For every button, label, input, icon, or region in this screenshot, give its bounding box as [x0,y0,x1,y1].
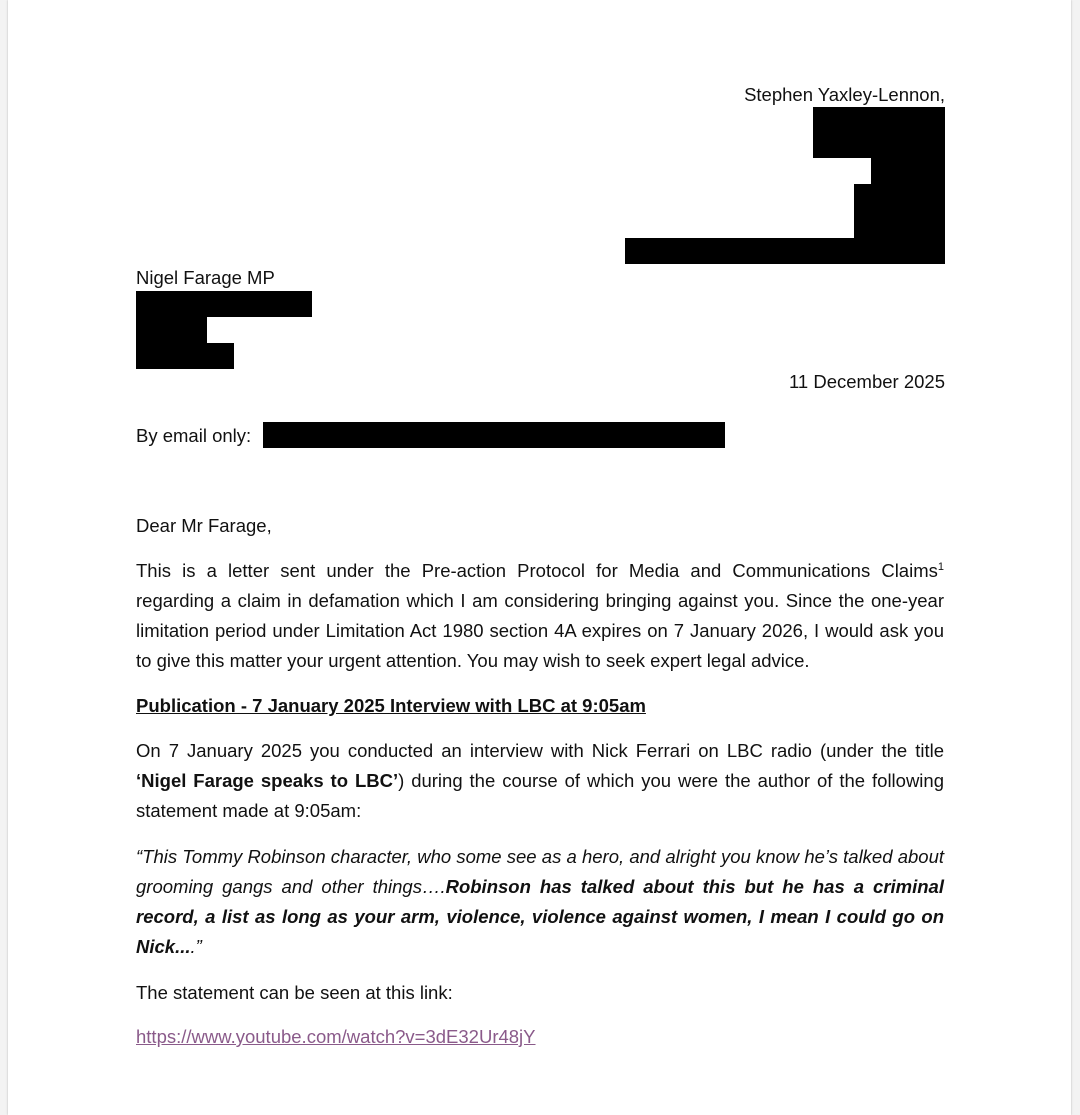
interview-title: ‘Nigel Farage speaks to LBC’ [136,770,399,791]
link-intro: The statement can be seen at this link: [136,982,453,1003]
redaction-block [136,317,207,343]
recipient-name: Nigel Farage MP [136,267,275,288]
redaction-block [625,238,945,264]
letter-page [8,0,1071,1115]
publication-paragraph [136,736,944,826]
quote-plain: “This Tommy Robinson character, who some see as a hero, and alright you know he’s talked about grooming gangs and other things…. [136,846,944,897]
sender-name: Stephen Yaxley-Lennon, [744,84,945,105]
intro-text: This is a letter sent under the Pre-action Protocol for Media and Communications Claims [136,560,938,581]
intro-paragraph [136,556,944,676]
email-redaction [263,422,725,448]
redaction-block [871,158,945,184]
redaction-block [136,291,312,317]
publication-text-end: ) during the course of which you were the author of the following statement made at 9:05am: [136,770,944,821]
redaction-block [136,343,234,369]
redaction-block [854,184,945,212]
publication-heading: Publication - 7 January 2025 Interview with LBC at 9:05am [136,695,646,716]
intro-text-cont: regarding a claim in defamation which I am considering bringing against you. Since the one-year limitation period under Limitation Act 1980 section 4A expires on 7 January 2026, I would ask you to give this matter your urgent attention. You may wish to seek expert legal advice. [136,590,944,671]
redaction-block [813,131,945,158]
letter-date: 11 December 2025 [789,371,945,392]
quote-bold: Robinson has talked about this but he has a criminal record, a list as long as your arm, violence, violence against women, I mean I could go on Nick... [136,876,944,957]
footnote-ref: 1 [937,560,944,573]
publication-text-start: On 7 January 2025 you conducted an interview with Nick Ferrari on LBC radio (under the title [136,740,944,761]
statement-quote [136,842,944,962]
redaction-block [854,212,945,238]
quote-close: .” [190,936,202,957]
delivery-label: By email only: [136,425,252,446]
redaction-block [813,107,945,131]
salutation: Dear Mr Farage, [136,515,272,536]
youtube-link[interactable]: https://www.youtube.com/watch?v=3dE32Ur48jY [136,1026,536,1047]
